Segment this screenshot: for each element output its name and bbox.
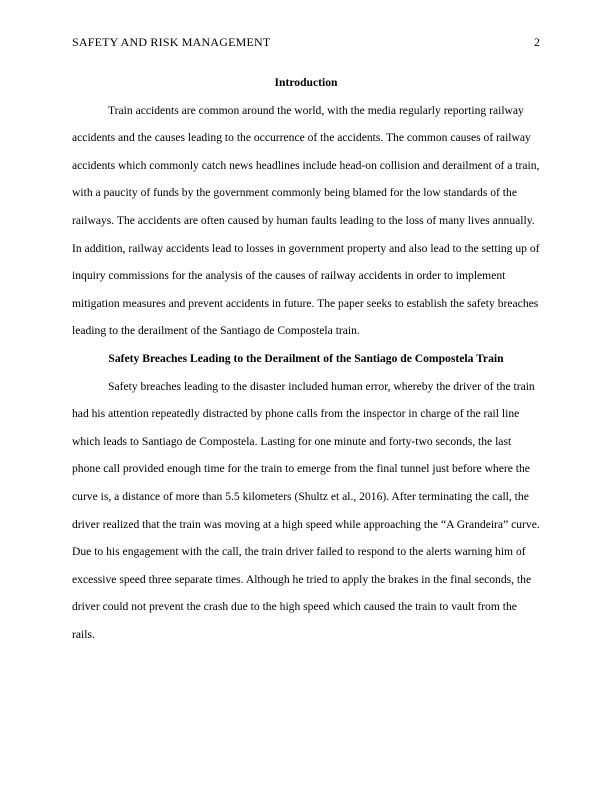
running-head: SAFETY AND RISK MANAGEMENT bbox=[72, 35, 271, 49]
paragraph-safety-breaches: Safety breaches leading to the disaster included human error, whereby the driver of the train had his attention repeatedly distracted by phone calls from the inspector in charge of the rail line which leads to Santiago de Compostela. Lasting for one minute and forty-two seconds, the last phone call provided enough time for the train to emerge from the final tunnel just before where the curve is, a distance of more than 5.5 kilometers (Shultz et al., 2016). After terminating the call, the driver realized that the train was moving at a high speed while approaching the “A Grandeira” curve. Due to his engagement with the call, the train driver failed to respond to the alerts warning him of excessive speed three separate times. Although he tried to apply the brakes in the final seconds, the driver could not prevent the crash due to the high speed which caused the train to vault from the rails. bbox=[72, 379, 540, 641]
page-number: 2 bbox=[534, 35, 540, 49]
document-body bbox=[72, 69, 540, 648]
section-heading-safety-breaches: Safety Breaches Leading to the Derailment of the Santiago de Compostela Train bbox=[108, 351, 504, 365]
paragraph-introduction: Train accidents are common around the world, with the media regularly reporting railway accidents and the causes leading to the occurrence of the accidents. The common causes of railway accidents which commonly catch news headlines include head-on collision and derailment of a train, with a paucity of funds by the government commonly being blamed for the low standards of the railways. The accidents are often caused by human faults leading to the loss of many lives annually. In addition, railway accidents lead to losses in government property and also lead to the setting up of inquiry commissions for the analysis of the causes of railway accidents in order to implement mitigation measures and prevent accidents in future. The paper seeks to establish the safety breaches leading to the derailment of the Santiago de Compostela train. bbox=[72, 103, 540, 338]
section-heading-introduction: Introduction bbox=[274, 76, 338, 89]
